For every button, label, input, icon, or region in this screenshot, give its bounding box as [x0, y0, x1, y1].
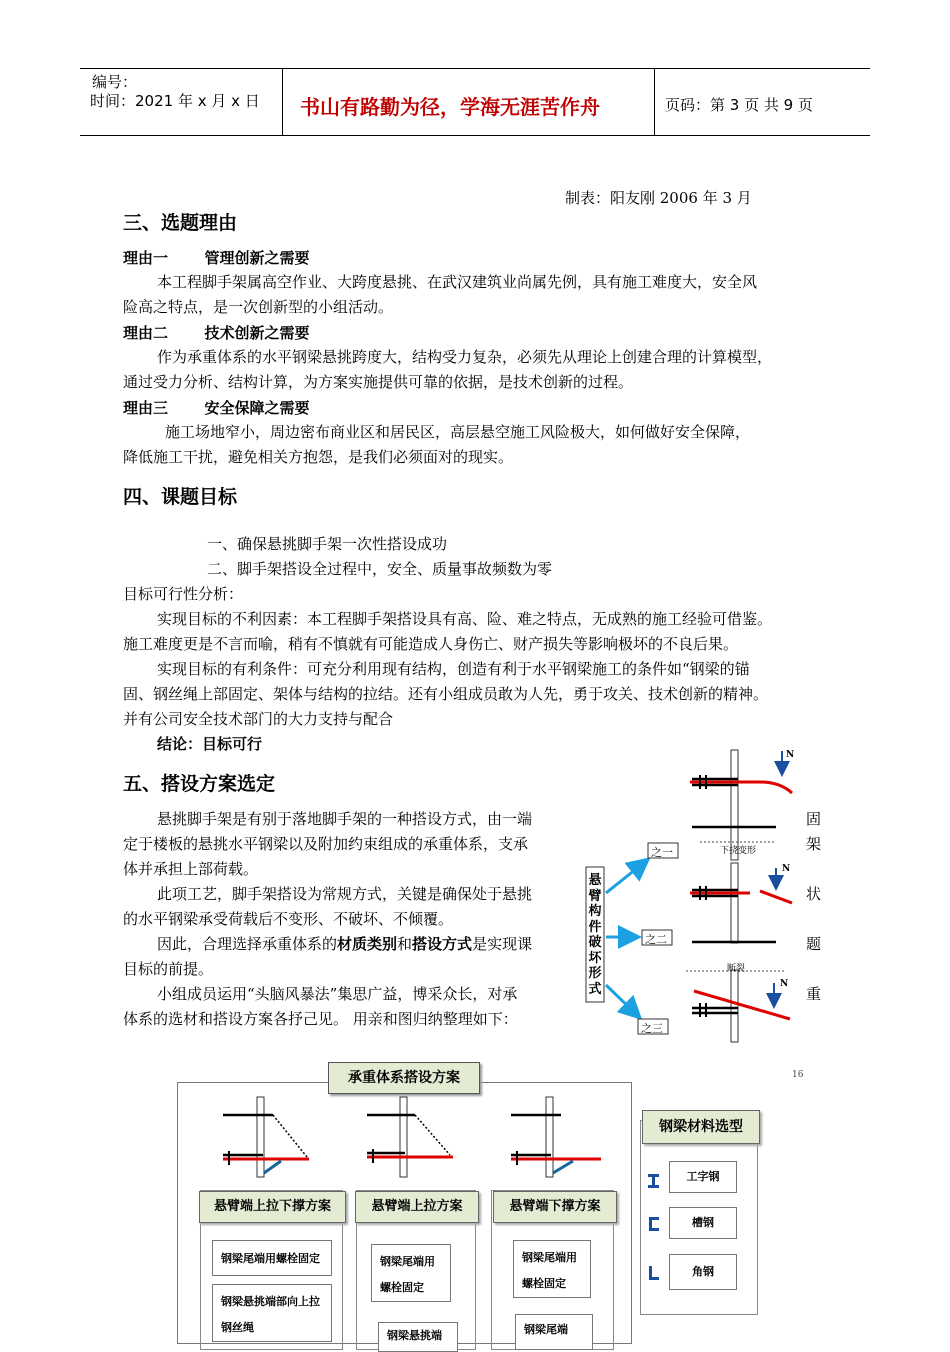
mode2-label: 之二	[645, 933, 667, 946]
mode3-label: 之三	[641, 1022, 663, 1035]
deflection-caption: 下挠变形	[720, 846, 757, 856]
reason1-title: 理由一 管理创新之需要	[123, 249, 310, 267]
angle-icon	[649, 1266, 659, 1280]
positive-line2: 固、钢丝绳上部固定、架体与结构的拉结。还有小组成员敢为人先，勇于攻关、技术创新的精神。	[123, 685, 769, 703]
scheme1-item2: 钢梁悬挑端部向上拉钢丝绳	[212, 1284, 332, 1342]
scheme2-item1: 钢梁尾端用螺栓固定	[371, 1244, 451, 1302]
section5-title: 五、搭设方案选定	[123, 773, 276, 795]
arrow-mode3	[606, 985, 638, 1016]
s5-p3-bold2: 搭设方式	[412, 935, 473, 953]
credit-line: 制表：阳友刚 2006 年 3 月	[565, 189, 752, 207]
section4-title: 四、课题目标	[123, 486, 238, 508]
s5-p1-line1: 悬挑脚手架是有别于落地脚手架的一种搭设方式，由一端	[157, 810, 533, 828]
material-icons	[646, 1172, 662, 1282]
material-ibeam: 工字钢	[669, 1161, 737, 1193]
scheme2-title: 悬臂端上拉方案	[355, 1191, 479, 1223]
channel-icon	[649, 1217, 659, 1231]
scheme-drawings	[215, 1095, 615, 1180]
affinity-page-num: 16	[792, 1070, 804, 1080]
s5-p1-line2: 定于楼板的悬挑水平钢梁以及附加约束组成的承重体系，支承	[123, 835, 529, 853]
side-char-2: 架	[806, 835, 822, 853]
side-char-1: 固	[806, 810, 822, 828]
header-time: 时间：2021 年 x 月 x 日	[90, 92, 260, 110]
scheme1-title: 悬臂端上拉下撑方案	[199, 1191, 346, 1223]
negative-line1: 实现目标的不利因素：本工程脚手架搭设具有高、险、难之特点，无成熟的施工经验可借鉴。	[157, 610, 773, 628]
material-title: 钢梁材料选型	[642, 1110, 760, 1144]
feasibility-label: 目标可行性分析：	[123, 585, 244, 603]
s5-p3-pre: 因此，合理选择承重体系的	[157, 935, 338, 953]
load-label-3: N	[780, 979, 789, 989]
load-label-1: N	[786, 750, 795, 760]
reason2-line2: 通过受力分析、结构计算，为方案实施提供可靠的依据，是技术创新的过程。	[123, 373, 634, 391]
material-channel: 槽钢	[669, 1207, 737, 1239]
negative-line2: 施工难度更是不言而喻，稍有不慎就有可能造成人身伤亡、财产损失等影响极坏的不良后果。	[123, 635, 739, 653]
scheme3-title: 悬臂端下撑方案	[493, 1191, 617, 1223]
reason1-line1: 本工程脚手架属高空作业、大跨度悬挑、在武汉建筑业尚属先例，具有施工难度大，安全风	[157, 273, 758, 291]
side-char-4: 题	[806, 935, 822, 953]
reason3-title: 理由三 安全保障之需要	[123, 399, 310, 417]
s5-p4-line1: 小组成员运用“头脑风暴法”集思广益，博采众长，对承	[157, 985, 518, 1003]
reason2-title: 理由二 技术创新之需要	[123, 324, 310, 342]
scheme2-item2: 钢梁悬挑端	[378, 1322, 458, 1352]
side-char-5: 重	[806, 985, 822, 1003]
arrow-mode1	[606, 861, 646, 893]
failure-vertical-label: 悬臂构件破坏形式	[588, 873, 602, 997]
header-top-rule	[80, 68, 870, 69]
failure-modes-diagram	[580, 745, 805, 1045]
header-bottom-rule	[80, 135, 870, 136]
s5-p3-line1	[157, 932, 532, 957]
scheme1-item1: 钢梁尾端用螺栓固定	[212, 1240, 332, 1276]
fracture-caption: 断裂	[727, 964, 746, 974]
s5-p2-line2: 的水平钢梁承受荷载后不变形、不破坏、不倾覆。	[123, 910, 454, 928]
positive-line3: 并有公司安全技术部门的大力支持与配合	[123, 710, 394, 728]
scheme3-item1: 钢梁尾端用螺栓固定	[513, 1240, 591, 1298]
load-label-2: N	[782, 864, 791, 874]
scheme3-item2: 钢梁尾端	[515, 1314, 593, 1350]
header-divider-right	[654, 68, 655, 135]
s5-p3-post: 是实现课	[472, 935, 533, 953]
reason3-line2: 降低施工干扰，避免相关方抱怨，是我们必须面对的现实。	[123, 448, 514, 466]
s5-p2-line1: 此项工艺，脚手架搭设为常规方式，关键是确保处于悬挑	[157, 885, 533, 903]
s5-p3-mid: 和	[397, 935, 413, 953]
s5-p1-line3: 体并承担上部荷载。	[123, 860, 259, 878]
side-char-3: 状	[806, 885, 822, 903]
material-angle: 角钢	[669, 1254, 737, 1290]
goal-2: 二、脚手架搭设全过程中，安全、质量事故频数为零	[207, 560, 553, 578]
s5-p3-line2: 目标的前提。	[123, 960, 214, 978]
positive-line1: 实现目标的有利条件：可充分利用现有结构，创造有利于水平钢梁施工的条件如“钢梁的锚	[157, 660, 750, 678]
reason2-line1: 作为承重体系的水平钢梁悬挑跨度大，结构受力复杂，必须先从理论上创建合理的计算模型，	[157, 348, 773, 366]
conclusion: 结论：目标可行	[157, 735, 263, 753]
mode1-label: 之一	[651, 846, 673, 859]
affinity-title: 承重体系搭设方案	[328, 1062, 480, 1094]
header-motto: 书山有路勤为径，学海无涯苦作舟	[300, 95, 600, 119]
s5-p4-line2: 体系的选材和搭设方案各抒己见。 用亲和图归纳整理如下：	[123, 1010, 518, 1028]
goal-1: 一、确保悬挑脚手架一次性搭设成功	[207, 535, 448, 553]
s5-p3-bold1: 材质类别	[337, 935, 398, 953]
reason3-line1: 施工场地窄小，周边密布商业区和居民区，高层悬空施工风险极大，如何做好安全保障，	[165, 423, 751, 441]
header-page: 页码：第 3 页 共 9 页	[665, 96, 813, 114]
reason1-line2: 险高之特点，是一次创新型的小组活动。	[123, 298, 394, 316]
header-divider-left	[282, 68, 283, 135]
I-beam-icon	[648, 1174, 659, 1188]
header-number: 编号：	[92, 73, 138, 91]
section3-title: 三、选题理由	[123, 212, 238, 234]
